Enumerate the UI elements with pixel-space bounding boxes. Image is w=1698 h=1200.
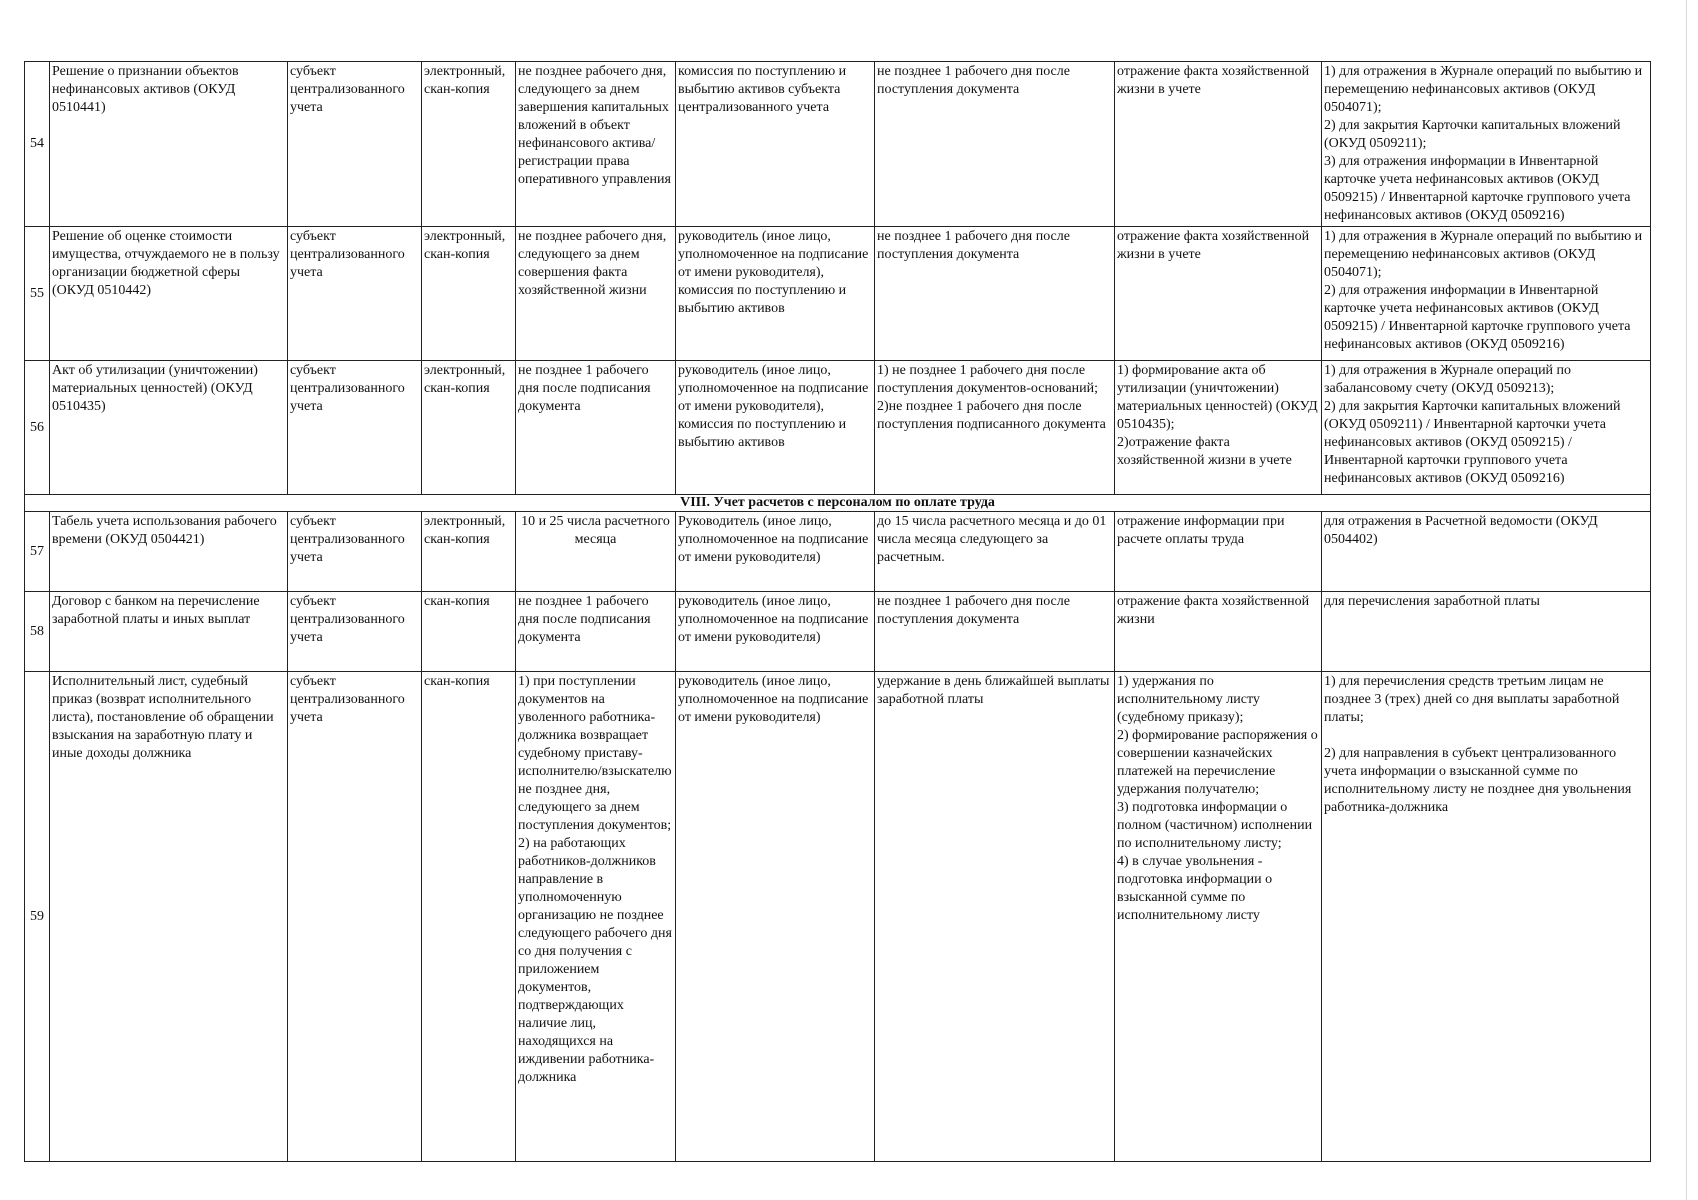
purpose-cell: отражение факта хозяйственной жизни в учете <box>1115 227 1322 361</box>
creator-cell: субъект централизованного учета <box>288 62 422 227</box>
document-name-cell: Договор с банком на перечисление заработной платы и иных выплат <box>50 592 288 672</box>
signer-cell: руководитель (иное лицо, уполномоченное на подписание от имени руководителя) <box>676 592 875 672</box>
transfer-cell: не позднее 1 рабочего дня после поступления документа <box>875 592 1115 672</box>
purpose-cell: отражение факта хозяйственной жизни в учете <box>1115 62 1322 227</box>
creator-cell: субъект централизованного учета <box>288 227 422 361</box>
transfer-cell: удержание в день ближайшей выплаты заработной платы <box>875 672 1115 1162</box>
row-number: 59 <box>25 672 50 1162</box>
deadline-cell: 1) при поступлении документов на уволенного работника-должника возвращает судебному приставу-исполнителю/взыскателю не позднее дня, следующего за днем поступления документов; 2) на работающих работников-должников направление в уполномоченную организацию не позднее следующего рабочего дня со дня получения с приложением документов, подтверждающих наличие лиц, находящихся на иждивении работника-должника <box>516 672 676 1162</box>
signer-cell: руководитель (иное лицо, уполномоченное на подписание от имени руководителя), комиссия по поступлению и выбытию активов <box>676 227 875 361</box>
table-row <box>25 62 1651 227</box>
signer-cell: Руководитель (иное лицо, уполномоченное на подписание от имени руководителя) <box>676 512 875 592</box>
signer-cell: руководитель (иное лицо, уполномоченное на подписание от имени руководителя), комиссия по поступлению и выбытию активов <box>676 361 875 495</box>
usage-cell: для перечисления заработной платы <box>1322 592 1651 672</box>
document-page <box>24 61 1650 1162</box>
deadline-cell: 10 и 25 числа расчетного месяца <box>516 512 676 592</box>
page-edge-rule <box>1686 0 1687 1200</box>
section-header-row <box>25 495 1651 512</box>
transfer-cell: 1) не позднее 1 рабочего дня после поступления документов-оснований; 2)не позднее 1 рабочего дня после поступления подписанного документа <box>875 361 1115 495</box>
section-title: VIII. Учет расчетов с персоналом по оплате труда <box>25 495 1651 512</box>
format-cell: электронный, скан-копия <box>422 512 516 592</box>
usage-cell: 1) для отражения в Журнале операций по забалансовому счету (ОКУД 0509213); 2) для закрытия Карточки капитальных вложений (ОКУД 0509211) / Инвентарной карточки учета нефинансовых активов (ОКУД 0509215) / Инвентарной карточки группового учета нефинансовых активов (ОКУД 0509216) <box>1322 361 1651 495</box>
row-number: 58 <box>25 592 50 672</box>
purpose-cell: 1) формирование акта об утилизации (уничтожении) материальных ценностей) (ОКУД 0510435); 2)отражение факта хозяйственной жизни в учете <box>1115 361 1322 495</box>
signer-cell: руководитель (иное лицо, уполномоченное на подписание от имени руководителя) <box>676 672 875 1162</box>
row-number: 57 <box>25 512 50 592</box>
signer-cell: комиссия по поступлению и выбытию активов субъекта централизованного учета <box>676 62 875 227</box>
purpose-cell: отражение информации при расчете оплаты труда <box>1115 512 1322 592</box>
usage-cell: 1) для отражения в Журнале операций по выбытию и перемещению нефинансовых активов (ОКУД 0504071); 2) для закрытия Карточки капитальных вложений (ОКУД 0509211); 3) для отражения информации в Инвентарной карточке учета нефинансовых активов (ОКУД 0509215) / Инвентарной карточке группового учета нефинансовых активов (ОКУД 0509216) <box>1322 62 1651 227</box>
document-name-cell: Решение о признании объектов нефинансовых активов (ОКУД 0510441) <box>50 62 288 227</box>
purpose-cell: 1) удержания по исполнительному листу (судебному приказу); 2) формирование распоряжения о совершении казначейских платежей на перечисление удержания получателю; 3) подготовка информации о полном (частичном) исполнении по исполнительному листу; 4) в случае увольнения - подготовка информации о взысканной сумме по исполнительному листу <box>1115 672 1322 1162</box>
table-row <box>25 361 1651 495</box>
format-cell: электронный, скан-копия <box>422 361 516 495</box>
usage-cell: 1) для перечисления средств третьим лицам не позднее 3 (трех) дней со дня выплаты заработной платы; 2) для направления в субъект централизованного учета информации о взысканной сумме по исполнительному листу не позднее дня увольнения работника-должника <box>1322 672 1651 1162</box>
row-number: 54 <box>25 62 50 227</box>
transfer-cell: не позднее 1 рабочего дня после поступления документа <box>875 62 1115 227</box>
creator-cell: субъект централизованного учета <box>288 512 422 592</box>
transfer-cell: не позднее 1 рабочего дня после поступления документа <box>875 227 1115 361</box>
transfer-cell: до 15 числа расчетного месяца и до 01 числа месяца следующего за расчетным. <box>875 512 1115 592</box>
format-cell: электронный, скан-копия <box>422 227 516 361</box>
format-cell: электронный, скан-копия <box>422 62 516 227</box>
usage-cell: 1) для отражения в Журнале операций по выбытию и перемещению нефинансовых активов (ОКУД 0504071); 2) для отражения информации в Инвентарной карточке учета нефинансовых активов (ОКУД 0509215) / Инвентарной карточке группового учета нефинансовых активов (ОКУД 0509216) <box>1322 227 1651 361</box>
deadline-cell: не позднее 1 рабочего дня после подписания документа <box>516 361 676 495</box>
document-name-cell: Табель учета использования рабочего времени (ОКУД 0504421) <box>50 512 288 592</box>
purpose-cell: отражение факта хозяйственной жизни <box>1115 592 1322 672</box>
format-cell: скан-копия <box>422 592 516 672</box>
creator-cell: субъект централизованного учета <box>288 592 422 672</box>
document-name-cell: Акт об утилизации (уничтожении) материальных ценностей) (ОКУД 0510435) <box>50 361 288 495</box>
deadline-cell: не позднее рабочего дня, следующего за днем завершения капитальных вложений в объект нефинансового актива/регистрации права оперативного управления <box>516 62 676 227</box>
document-name-cell: Исполнительный лист, судебный приказ (возврат исполнительного листа), постановление об обращении взыскания на заработную плату и иные доходы должника <box>50 672 288 1162</box>
creator-cell: субъект централизованного учета <box>288 672 422 1162</box>
usage-cell: для отражения в Расчетной ведомости (ОКУД 0504402) <box>1322 512 1651 592</box>
document-name-cell: Решение об оценке стоимости имущества, отчуждаемого не в пользу организации бюджетной сферы (ОКУД 0510442) <box>50 227 288 361</box>
deadline-cell: не позднее рабочего дня, следующего за днем совершения факта хозяйственной жизни <box>516 227 676 361</box>
table-row <box>25 227 1651 361</box>
creator-cell: субъект централизованного учета <box>288 361 422 495</box>
deadline-cell: не позднее 1 рабочего дня после подписания документа <box>516 592 676 672</box>
table-row <box>25 672 1651 1162</box>
table-row <box>25 512 1651 592</box>
accounting-documents-table <box>24 61 1651 1162</box>
format-cell: скан-копия <box>422 672 516 1162</box>
row-number: 55 <box>25 227 50 361</box>
table-row <box>25 592 1651 672</box>
row-number: 56 <box>25 361 50 495</box>
